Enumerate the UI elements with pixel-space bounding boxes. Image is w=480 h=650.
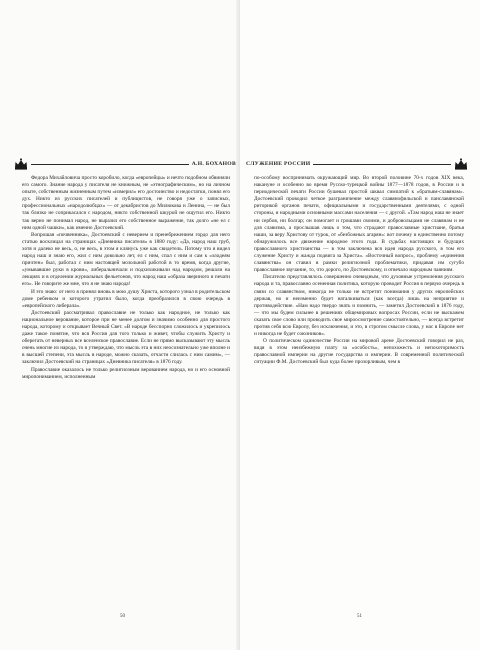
- paragraph: Вопрошая «почвенника», Достоевский с неверием и пренебрежением гордо для него статью восклицал на страницах «Дневника писателя» в 1880 году: «Да, народ наш груб, хотя и далеко не весь, о, не весь, в этом я клянусь уже как свидетель. Потому что я видел народ наш и знаю его, жил с ним довольно лет, ел с ним, спал с ним и сам к «злодеям причтен» был, работал с ним настоящей мозольной работой в то время, когда другие, «умывавшие руки в крови», либеральничали и подхихикивали над народом, решали на лекциях и в отделении журнальных фельетонов, что народ наш «образа звериного и печати его». Не говорите же мне, что я не знаю народа!: [22, 231, 230, 288]
- running-head-author: А.Н. БОХАНОВ: [191, 161, 236, 167]
- paragraph: по-особому воспринимать окружающий мир. Во второй половине 70-х годов XIX века, накануне и особенно во время Русско-турецкой войны 1877—1878 годов, в России и в периодической печати России бушевал простой шквал симпатий к «братьям-славянам». Достоевский проводил четкое разграничение между славянофильской и панславянской риторикой органов печати, официальными и государственными деятелями, с одной стороны, и народными основными массами населения — с другой. «Там народ наш не знает ни сербов, ни болгар; он помогает и грошами своими, и добровольцами не славянам и не для славизма, а прослышав лишь о том, что страдают православные христиане, братья наши, за веру Христову от турок, от «безбожных агарян»: вот почему и единственно потому обнаружилось все движение народное этого года. В судьбах настоящих и будущих православного христианства — в том заключена вся идея народа русского, в том его служение Христу и жажда подвига за Христа». «Восточный вопрос», проблему «единения славянства» он ставил в рамки религиозной проблематики, придавая им сугубо православное звучание, то, что дорого, по Достоевскому, и отвечало народным чаяниям.: [254, 175, 464, 274]
- right-page: [240, 0, 480, 650]
- running-head-chapter: СЛУЖЕНИЕ РОССИИ: [246, 161, 311, 167]
- right-page-text: [254, 175, 464, 367]
- paragraph: Православие оказалось не только религиозным верованием народа, но и его основной миропониманием, исполненным: [22, 366, 230, 380]
- paragraph: Федора Михайловича просто коробило, когда «европейцы» и нечто подобном обвиняли его самого. Знание народа у писателя не книжным, не «этнографическим», но на личном опыте, собственным жизненным путем «измерил» его достоинство и недостатки, понял его дух. Никто из русских писателей и публицистов, не говоря уже о записных, профессиональных «народолюбцах» — от декабристов до Милюкова и Ленина, — не был так близко не соприкасался с народом, никто собственной шкурой не ощутил его. Никто так верно не понимал народ, не выразил его собственное выражение, так долго «не ел с ним одной чашки», как именно Достоевский.: [22, 175, 230, 231]
- paragraph: И это знаю: от него я принял вновь в мою душу Христа, которого узнал в родительском доме ребенком и которого утратил было, когда преобразился в свою очередь в «европейского либерала».: [22, 288, 230, 309]
- crown-emblem-icon: [14, 158, 28, 170]
- left-running-head: [14, 157, 236, 171]
- page-number: 50: [120, 614, 125, 619]
- left-page: [0, 0, 238, 650]
- paragraph: Достоевский рассматривал православие не только как народное, не только как национальное верование, которое при не менее долгом и значимо особенно для простого народа, которому и открывает Вечный Свет. «В народе бесспорно сложилось и укрепилось даже такое понятие, что вся Россия для того только и живет, чтобы служить Христу и оберегать от неверных все вселенское православие. Если не прямо высказывают эту мысль очень многие из народа, то я утверждаю, что мысль эта в них неосознательно уже вполне и в высшей степени, эта мысль в народе, можно сказать, отчасти слилась с ним самим», — заключил Достоевский на страницах «Дневника писателя» в 1876 году.: [22, 309, 230, 366]
- page-number: 51: [357, 614, 362, 619]
- left-page-text: [22, 175, 230, 381]
- running-head-rule: [313, 164, 451, 165]
- paragraph: О политическом одиночестве России на мировой арене Достоевский говорил не раз, видя в этом неизбежную плату за «особость», непохожесть и непохоторимость православной империи на другие государства и империи. В современной политической ситуации Ф.М. Достоевский был куда более прозорливым, чем в: [254, 338, 464, 366]
- running-head-rule: [31, 164, 189, 165]
- right-running-head: [246, 157, 468, 171]
- crown-emblem-icon: [454, 158, 468, 170]
- paragraph: Писателю представлялось совершенно очевидным, что духовные устремления русского народа и та, православно осененная политика, которую проводит Россия в первую очередь в связи со славянством, никогда не только не встретит понимания у других европейских держав, но и неизменно будет наталкиваться (как всегда) лишь на неприятие и противодействие. «Нам надо твердо знать и помнить, — заметил Достоевский в 1876 году, — что мы будем сильнее в решениях общемировых вопросах России, если не выскажем сказать свое слово или проводить свое мироосмотрение самостоятельно, — всегда встретит против себя всю Европу, без исключения, и это, в строгом смысле слова, у нас в Европе нет и никогда не будет союзников».: [254, 274, 464, 338]
